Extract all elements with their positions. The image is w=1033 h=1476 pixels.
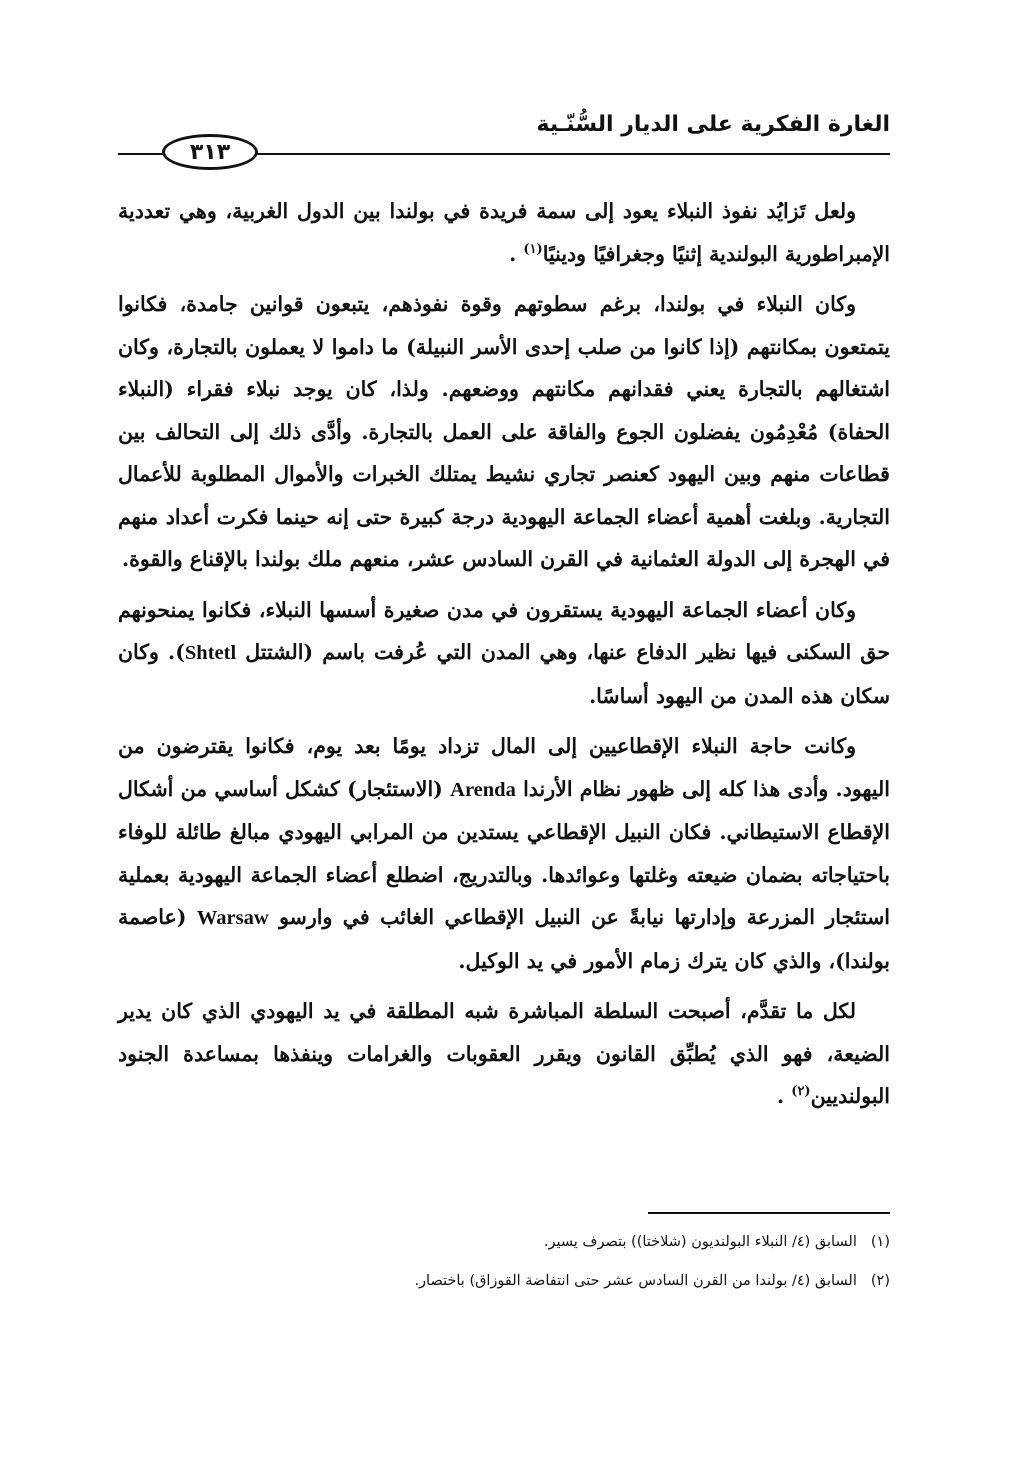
footnote-number: (٢) bbox=[870, 1273, 890, 1289]
footnote-ref: (١) bbox=[523, 241, 543, 257]
paragraph-3 bbox=[118, 589, 890, 718]
paragraph-5 bbox=[118, 990, 890, 1118]
footnote-text: السابق (٤/ النبلاء البولنديون (شلاختا)) بتصرف يسير. bbox=[543, 1234, 857, 1250]
paragraph-text-rest: ). وكان سكان هذه المدن من اليهود أساسًا. bbox=[118, 640, 890, 708]
page-header bbox=[118, 100, 890, 180]
footnote-2 bbox=[118, 1269, 890, 1293]
footnotes bbox=[118, 1230, 890, 1308]
paragraph-text: ولعل تَزايُد نفوذ النبلاء يعود إلى سمة فريدة في بولندا بين الدول الغربية، وهي تعددية الإمبراطورية البولندية إثنيًا وجغرافيًا ودينيًا bbox=[118, 199, 890, 266]
footnote-text: السابق (٤/ بولندا من القرن السادس عشر حتى انتفاضة القوزاق) باختصار. bbox=[414, 1273, 857, 1289]
paragraph-text: وكان أعضاء الجماعة اليهودية يستقرون في مدن صغيرة أسسها النبلاء، فكانوا يمنحونهم حق السكنى فيها نظير الدفاع عنها، وهي المدن التي عُرفت باسم (الشتتل bbox=[118, 597, 891, 664]
page-number: ٣١٣ bbox=[162, 134, 258, 170]
paragraph-4 bbox=[118, 725, 890, 982]
paragraph-text: وكانت حاجة النبلاء الإقطاعيين إلى المال تزداد يومًا بعد يوم، فكانوا يقترضون من اليهود. وأدى هذا كله إلى ظهور نظام الأرندا bbox=[118, 734, 890, 801]
running-title: الغارة الفكرية على الديار السُّنّـية bbox=[536, 112, 890, 137]
footnote-ref: (٢) bbox=[791, 1084, 811, 1100]
main-text bbox=[118, 190, 890, 1126]
paragraph-2 bbox=[118, 283, 890, 581]
paragraph-text-rest: (عاصمة بولندا)، والذي كان يترك زمام الأمور في يد الوكيل. bbox=[118, 905, 890, 973]
latin-term: Arenda bbox=[450, 778, 516, 801]
footnote-1 bbox=[118, 1230, 890, 1254]
latin-term: Shtetl bbox=[184, 642, 237, 664]
latin-term: Warsaw bbox=[196, 907, 269, 929]
paragraph-text: لكل ما تقدَّم، أصبحت السلطة المباشرة شبه المطلقة في يد اليهودي الذي كان يدير الضيعة، فهو الذي يُطبِّق القانون ويقرر العقوبات والغرامات وينفذها بمساعدة الجنود البولنديين bbox=[118, 999, 890, 1108]
paragraph-end: . bbox=[777, 1084, 785, 1108]
footnote-number: (١) bbox=[870, 1234, 890, 1250]
paragraph-text-rest: (الاستئجار) كشكل أساسي من أشكال الإقطاع الاستيطاني. فكان النبيل الإقطاعي يستدين من المرابي اليهودي مبالغ طائلة للوفاء باحتياجاته بضمان ضيعته وغلتها وعوائدها. وبالتدريج، اضطلع أعضاء الجماعة اليهودية بعملية استئجار المزرعة وإدارتها نيابةً عن النبيل الإقطاعي الغائب في وارسو bbox=[118, 776, 890, 929]
paragraph-1 bbox=[118, 190, 890, 275]
paragraph-text: وكان النبلاء في بولندا، برغم سطوتهم وقوة نفوذهم، يتبعون قوانين جامدة، فكانوا يتمتعون بمكانتهم (إذا كانوا من صلب إحدى الأسر النبيلة) ما داموا لا يعملون بالتجارة، وكان اشتغالهم بالتجارة يعني فقدانهم مكانتهم ووضعهم. ولذا، كان يوجد نبلاء فقراء (النبلاء الحفاة) مُعْدِمُون يفضلون الجوع والفاقة على العمل بالتجارة. وأدَّى ذلك إلى التحالف بين قطاعات منهم وبين اليهود كعنصر تجاري نشيط يمتلك الخبرات والأموال المطلوبة للأعمال التجارية. وبلغت أهمية أعضاء الجماعة اليهودية درجة كبيرة حتى إنه حينما فكرت أعداد منهم في الهجرة إلى الدولة العثمانية في القرن السادس عشر، منعهم ملك بولندا بالإقناع والقوة. bbox=[118, 292, 890, 571]
paragraph-end: . bbox=[509, 241, 517, 266]
footnote-rule bbox=[648, 1212, 890, 1214]
